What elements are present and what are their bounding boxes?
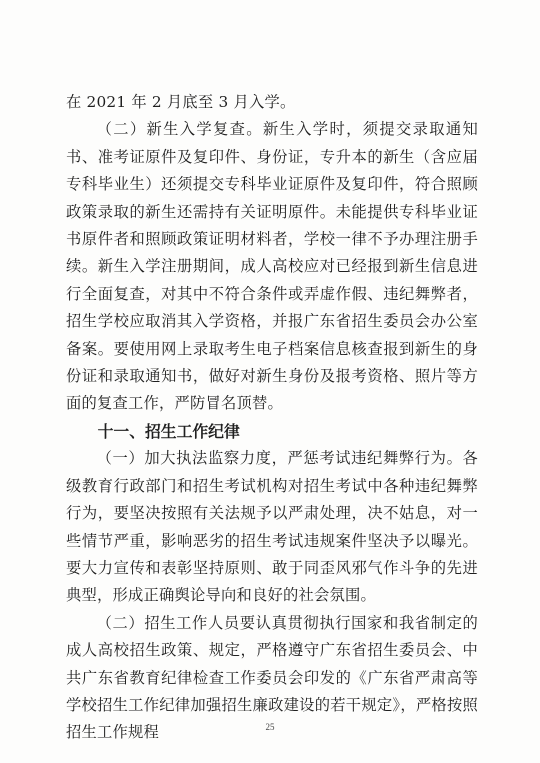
section-heading-discipline: 十一、招生工作纪律 [97, 421, 240, 441]
paragraph-enforcement: （一）加大执法监察力度，严惩考试违纪舞弊行为。各级教育行政部门和招生考试机构对招生考试中各种违纪舞弊行为，要坚决按照有关法规予以严肃处理，决不姑息，对一些情节严重，影响恶劣的招生考试违规案件坚决予以曝光。要大力宣传和表彰坚持原则、敢于同歪风邪气作斗争的先进典型，形成正确舆论导向和良好的社会氛围。 [66, 449, 478, 605]
paragraph-continuation: 在 2021 年 2 月底至 3 月入学。 [66, 93, 296, 111]
paragraph-staff-rules: （二）招生工作人员要认真贯彻执行国家和我省制定的成人高校招生政策、规定，严格遵守广东省招生委员会、中共广东省教育纪律检查工作委员会印发的《广东省严肃高等学校招生工作纪律加强招生廉政建设的若干规定》，严格按照招生工作规程 [66, 613, 478, 742]
page-number: 25 [265, 722, 275, 732]
page-body [66, 89, 478, 747]
paragraph-new-student-review: （二）新生入学复查。新生入学时，须提交录取通知书、准考证原件及复印件、身份证，专升本的新生（含应届专科毕业生）还须提交专科毕业证原件及复印件，符合照顾政策录取的新生还需持有关证明原件。未能提供专科毕业证书原件者和照顾政策证明材料者，学校一律不予办理注册手续。新生入学注册期间，成人高校应对已经报到新生信息进行全面复查，对其中不符合条件或弄虚作假、违纪舞弊者，招生学校应取消其入学资格，并报广东省招生委员会办公室备案。要使用网上录取考生电子档案信息核查报到新生的身份证和录取通知书，做好对新生身份及报考资格、照片等方面的复查工作，严防冒名顶替。 [66, 120, 478, 413]
